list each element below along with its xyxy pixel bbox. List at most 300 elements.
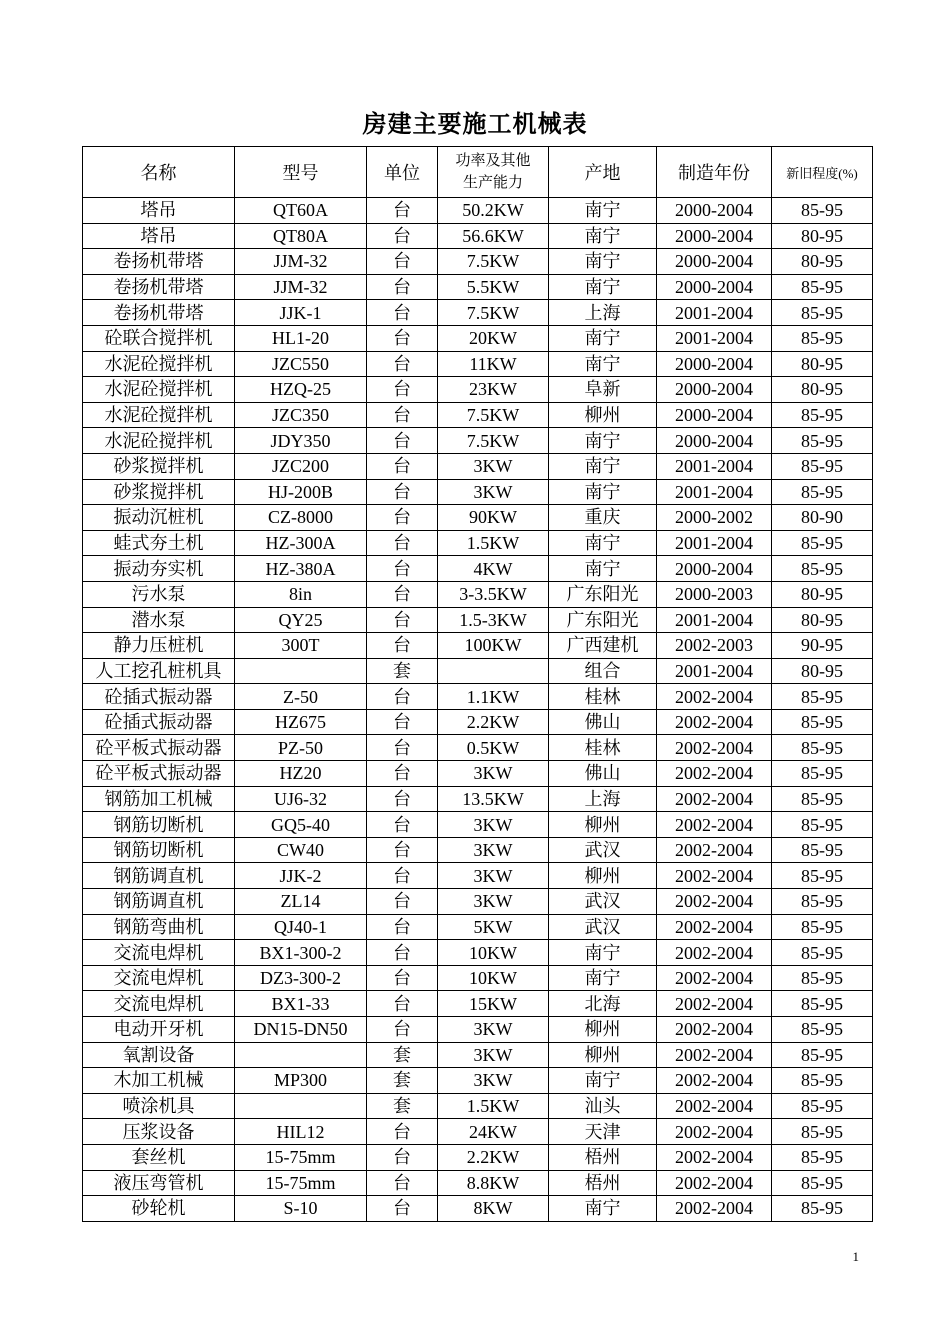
cell-power: 10KW — [438, 940, 549, 966]
cell-model: HZQ-25 — [235, 377, 367, 403]
cell-model: JJK-2 — [235, 863, 367, 889]
cell-origin: 南宁 — [549, 479, 657, 505]
cell-unit: 台 — [367, 249, 438, 275]
cell-condition: 85-95 — [772, 530, 873, 556]
cell-model: QT80A — [235, 223, 367, 249]
cell-name: 电动开牙机 — [83, 1017, 235, 1043]
table-row — [83, 1119, 873, 1145]
cell-origin: 南宁 — [549, 428, 657, 454]
table-row — [83, 607, 873, 633]
cell-origin: 桂林 — [549, 684, 657, 710]
cell-model: QY25 — [235, 607, 367, 633]
cell-model: 8in — [235, 581, 367, 607]
cell-name: 砂轮机 — [83, 1196, 235, 1222]
cell-condition: 85-95 — [772, 1144, 873, 1170]
cell-model: DN15-DN50 — [235, 1017, 367, 1043]
header-origin: 产地 — [549, 147, 657, 198]
cell-origin: 南宁 — [549, 556, 657, 582]
cell-origin: 南宁 — [549, 965, 657, 991]
cell-name: 钢筋加工机械 — [83, 786, 235, 812]
cell-name: 套丝机 — [83, 1144, 235, 1170]
cell-name: 氧割设备 — [83, 1042, 235, 1068]
table-row — [83, 1017, 873, 1043]
cell-name: 振动沉桩机 — [83, 505, 235, 531]
cell-name: 卷扬机带塔 — [83, 274, 235, 300]
cell-unit: 套 — [367, 1068, 438, 1094]
cell-year: 2002-2004 — [657, 735, 772, 761]
cell-year: 2002-2003 — [657, 633, 772, 659]
cell-name: 木加工机械 — [83, 1068, 235, 1094]
cell-year: 2002-2004 — [657, 684, 772, 710]
cell-name: 液压弯管机 — [83, 1170, 235, 1196]
table-row — [83, 300, 873, 326]
cell-year: 2002-2004 — [657, 965, 772, 991]
cell-year: 2000-2002 — [657, 505, 772, 531]
cell-origin: 南宁 — [549, 940, 657, 966]
table-row — [83, 581, 873, 607]
cell-condition: 85-95 — [772, 684, 873, 710]
cell-power: 56.6KW — [438, 223, 549, 249]
cell-name: 交流电焊机 — [83, 991, 235, 1017]
cell-power: 3KW — [438, 761, 549, 787]
table-header — [83, 147, 873, 198]
table-row — [83, 837, 873, 863]
cell-year: 2002-2004 — [657, 709, 772, 735]
cell-origin: 天津 — [549, 1119, 657, 1145]
cell-year: 2001-2004 — [657, 325, 772, 351]
cell-condition: 85-95 — [772, 1017, 873, 1043]
table-row — [83, 377, 873, 403]
cell-origin: 武汉 — [549, 889, 657, 915]
cell-condition: 80-95 — [772, 377, 873, 403]
cell-power: 7.5KW — [438, 300, 549, 326]
cell-unit: 台 — [367, 377, 438, 403]
cell-condition: 80-95 — [772, 607, 873, 633]
cell-condition: 85-95 — [772, 965, 873, 991]
cell-origin: 柳州 — [549, 812, 657, 838]
cell-year: 2002-2004 — [657, 1119, 772, 1145]
cell-year: 2000-2004 — [657, 402, 772, 428]
cell-origin: 南宁 — [549, 351, 657, 377]
cell-name: 水泥砼搅拌机 — [83, 351, 235, 377]
cell-power: 24KW — [438, 1119, 549, 1145]
cell-origin: 南宁 — [549, 198, 657, 224]
cell-year: 2002-2004 — [657, 1042, 772, 1068]
cell-condition: 85-95 — [772, 556, 873, 582]
cell-name: 砼平板式振动器 — [83, 735, 235, 761]
cell-origin: 南宁 — [549, 453, 657, 479]
cell-unit: 台 — [367, 607, 438, 633]
cell-power: 8KW — [438, 1196, 549, 1222]
cell-condition: 85-95 — [772, 1042, 873, 1068]
cell-condition: 85-95 — [772, 889, 873, 915]
cell-origin: 重庆 — [549, 505, 657, 531]
cell-origin: 南宁 — [549, 325, 657, 351]
cell-name: 砂浆搅拌机 — [83, 479, 235, 505]
cell-condition: 85-95 — [772, 735, 873, 761]
cell-model: 15-75mm — [235, 1144, 367, 1170]
cell-year: 2002-2004 — [657, 889, 772, 915]
cell-unit: 台 — [367, 581, 438, 607]
table-row — [83, 684, 873, 710]
table-body — [83, 198, 873, 1222]
cell-name: 钢筋调直机 — [83, 863, 235, 889]
cell-year: 2002-2004 — [657, 1017, 772, 1043]
table-row — [83, 658, 873, 684]
cell-unit: 台 — [367, 633, 438, 659]
cell-model: HZ675 — [235, 709, 367, 735]
cell-condition: 80-95 — [772, 249, 873, 275]
cell-condition: 85-95 — [772, 837, 873, 863]
cell-model: 15-75mm — [235, 1170, 367, 1196]
cell-name: 水泥砼搅拌机 — [83, 428, 235, 454]
machinery-table — [82, 146, 873, 1222]
cell-condition: 80-95 — [772, 658, 873, 684]
cell-model: JZC550 — [235, 351, 367, 377]
cell-condition: 80-90 — [772, 505, 873, 531]
cell-power: 2.2KW — [438, 1144, 549, 1170]
cell-model: CW40 — [235, 837, 367, 863]
table-row — [83, 556, 873, 582]
cell-condition: 85-95 — [772, 1093, 873, 1119]
cell-name: 振动夯实机 — [83, 556, 235, 582]
cell-power — [438, 658, 549, 684]
cell-name: 砼联合搅拌机 — [83, 325, 235, 351]
cell-unit: 台 — [367, 505, 438, 531]
cell-unit: 台 — [367, 198, 438, 224]
cell-unit: 台 — [367, 735, 438, 761]
cell-year: 2002-2004 — [657, 863, 772, 889]
cell-origin: 组合 — [549, 658, 657, 684]
cell-unit: 台 — [367, 453, 438, 479]
cell-condition: 85-95 — [772, 274, 873, 300]
cell-name: 塔吊 — [83, 198, 235, 224]
cell-model: PZ-50 — [235, 735, 367, 761]
cell-origin: 广东阳光 — [549, 607, 657, 633]
cell-name: 人工挖孔桩机具 — [83, 658, 235, 684]
table-row — [83, 812, 873, 838]
cell-name: 交流电焊机 — [83, 940, 235, 966]
cell-year: 2002-2004 — [657, 1170, 772, 1196]
table-row — [83, 889, 873, 915]
header-condition: 新旧程度(%) — [772, 147, 873, 198]
cell-name: 水泥砼搅拌机 — [83, 402, 235, 428]
cell-model: JJM-32 — [235, 249, 367, 275]
cell-unit: 台 — [367, 761, 438, 787]
table-row — [83, 735, 873, 761]
cell-name: 砼插式振动器 — [83, 684, 235, 710]
cell-unit: 台 — [367, 991, 438, 1017]
cell-model: 300T — [235, 633, 367, 659]
cell-origin: 佛山 — [549, 761, 657, 787]
cell-power: 50.2KW — [438, 198, 549, 224]
cell-name: 压浆设备 — [83, 1119, 235, 1145]
cell-power: 100KW — [438, 633, 549, 659]
cell-condition: 85-95 — [772, 325, 873, 351]
cell-origin: 南宁 — [549, 1068, 657, 1094]
cell-unit: 套 — [367, 1042, 438, 1068]
cell-origin: 佛山 — [549, 709, 657, 735]
table-row — [83, 402, 873, 428]
cell-year: 2001-2004 — [657, 479, 772, 505]
cell-unit: 台 — [367, 428, 438, 454]
cell-unit: 台 — [367, 300, 438, 326]
cell-condition: 85-95 — [772, 1068, 873, 1094]
header-power: 功率及其他 生产能力 — [438, 147, 549, 198]
cell-condition: 85-95 — [772, 300, 873, 326]
cell-year: 2000-2003 — [657, 581, 772, 607]
cell-condition: 85-95 — [772, 453, 873, 479]
cell-origin: 南宁 — [549, 530, 657, 556]
page-title: 房建主要施工机械表 — [362, 112, 588, 138]
cell-origin: 阜新 — [549, 377, 657, 403]
page-number: 1 — [852, 1249, 859, 1264]
cell-condition: 85-95 — [772, 761, 873, 787]
cell-unit: 台 — [367, 351, 438, 377]
cell-year: 2001-2004 — [657, 530, 772, 556]
table-row — [83, 479, 873, 505]
cell-name: 交流电焊机 — [83, 965, 235, 991]
cell-power: 1.5KW — [438, 1093, 549, 1119]
table-row — [83, 249, 873, 275]
cell-origin: 南宁 — [549, 1196, 657, 1222]
cell-origin: 南宁 — [549, 274, 657, 300]
header-name: 名称 — [83, 147, 235, 198]
cell-power: 5.5KW — [438, 274, 549, 300]
cell-power: 5KW — [438, 914, 549, 940]
cell-model: DZ3-300-2 — [235, 965, 367, 991]
cell-year: 2002-2004 — [657, 1196, 772, 1222]
cell-power: 3KW — [438, 837, 549, 863]
table-row — [83, 991, 873, 1017]
cell-power: 3-3.5KW — [438, 581, 549, 607]
cell-unit: 台 — [367, 1144, 438, 1170]
cell-model: HZ20 — [235, 761, 367, 787]
table-row — [83, 1093, 873, 1119]
cell-power: 3KW — [438, 812, 549, 838]
cell-condition: 80-95 — [772, 581, 873, 607]
cell-power: 11KW — [438, 351, 549, 377]
cell-year: 2000-2004 — [657, 351, 772, 377]
cell-power: 3KW — [438, 1017, 549, 1043]
cell-condition: 85-95 — [772, 1170, 873, 1196]
table-row — [83, 453, 873, 479]
cell-unit: 台 — [367, 837, 438, 863]
cell-power: 1.1KW — [438, 684, 549, 710]
cell-model: QT60A — [235, 198, 367, 224]
cell-power: 23KW — [438, 377, 549, 403]
cell-condition: 85-95 — [772, 428, 873, 454]
cell-unit: 台 — [367, 940, 438, 966]
cell-condition: 85-95 — [772, 479, 873, 505]
cell-unit: 台 — [367, 812, 438, 838]
cell-model: BX1-300-2 — [235, 940, 367, 966]
cell-power: 3KW — [438, 1042, 549, 1068]
cell-condition: 85-95 — [772, 991, 873, 1017]
cell-origin: 柳州 — [549, 1042, 657, 1068]
cell-condition: 85-95 — [772, 1196, 873, 1222]
cell-power: 7.5KW — [438, 249, 549, 275]
cell-origin: 汕头 — [549, 1093, 657, 1119]
cell-year: 2002-2004 — [657, 1093, 772, 1119]
header-row — [83, 147, 873, 198]
cell-power: 20KW — [438, 325, 549, 351]
cell-origin: 柳州 — [549, 402, 657, 428]
cell-year: 2001-2004 — [657, 658, 772, 684]
cell-unit: 台 — [367, 914, 438, 940]
table-row — [83, 325, 873, 351]
table-row — [83, 965, 873, 991]
cell-model: ZL14 — [235, 889, 367, 915]
cell-unit: 台 — [367, 530, 438, 556]
table-row — [83, 633, 873, 659]
cell-model: JJM-32 — [235, 274, 367, 300]
cell-origin: 广东阳光 — [549, 581, 657, 607]
cell-power: 8.8KW — [438, 1170, 549, 1196]
cell-name: 塔吊 — [83, 223, 235, 249]
cell-year: 2002-2004 — [657, 761, 772, 787]
cell-power: 90KW — [438, 505, 549, 531]
cell-power: 10KW — [438, 965, 549, 991]
header-model: 型号 — [235, 147, 367, 198]
table-row — [83, 914, 873, 940]
cell-condition: 85-95 — [772, 198, 873, 224]
cell-power: 7.5KW — [438, 428, 549, 454]
cell-condition: 80-95 — [772, 351, 873, 377]
cell-condition: 85-95 — [772, 1119, 873, 1145]
cell-model: S-10 — [235, 1196, 367, 1222]
header-unit: 单位 — [367, 147, 438, 198]
cell-origin: 梧州 — [549, 1144, 657, 1170]
cell-name: 静力压桩机 — [83, 633, 235, 659]
cell-year: 2000-2004 — [657, 223, 772, 249]
cell-model: GQ5-40 — [235, 812, 367, 838]
table-row — [83, 1196, 873, 1222]
cell-origin: 南宁 — [549, 249, 657, 275]
cell-origin: 梧州 — [549, 1170, 657, 1196]
cell-year: 2002-2004 — [657, 914, 772, 940]
cell-name: 砼插式振动器 — [83, 709, 235, 735]
cell-origin: 武汉 — [549, 914, 657, 940]
cell-model: Z-50 — [235, 684, 367, 710]
table-row — [83, 709, 873, 735]
cell-model — [235, 658, 367, 684]
cell-unit: 台 — [367, 402, 438, 428]
table-row — [83, 761, 873, 787]
cell-origin: 桂林 — [549, 735, 657, 761]
cell-power: 3KW — [438, 863, 549, 889]
table-row — [83, 351, 873, 377]
table-row — [83, 786, 873, 812]
cell-power: 1.5KW — [438, 530, 549, 556]
cell-unit: 台 — [367, 1017, 438, 1043]
cell-model: JZC200 — [235, 453, 367, 479]
cell-unit: 台 — [367, 965, 438, 991]
cell-year: 2000-2004 — [657, 377, 772, 403]
cell-power: 1.5-3KW — [438, 607, 549, 633]
cell-year: 2001-2004 — [657, 607, 772, 633]
cell-unit: 台 — [367, 223, 438, 249]
cell-name: 砂浆搅拌机 — [83, 453, 235, 479]
cell-condition: 85-95 — [772, 812, 873, 838]
cell-unit: 台 — [367, 786, 438, 812]
table-row — [83, 505, 873, 531]
cell-power: 4KW — [438, 556, 549, 582]
cell-year: 2002-2004 — [657, 1144, 772, 1170]
cell-unit: 套 — [367, 658, 438, 684]
cell-condition: 85-95 — [772, 402, 873, 428]
cell-origin: 武汉 — [549, 837, 657, 863]
cell-model — [235, 1042, 367, 1068]
cell-unit: 台 — [367, 479, 438, 505]
cell-model: QJ40-1 — [235, 914, 367, 940]
cell-condition: 85-95 — [772, 863, 873, 889]
cell-name: 钢筋调直机 — [83, 889, 235, 915]
cell-year: 2002-2004 — [657, 991, 772, 1017]
table-row — [83, 530, 873, 556]
cell-name: 蛙式夯土机 — [83, 530, 235, 556]
cell-model: HZ-380A — [235, 556, 367, 582]
cell-year: 2002-2004 — [657, 786, 772, 812]
cell-origin: 上海 — [549, 300, 657, 326]
cell-origin: 广西建机 — [549, 633, 657, 659]
table-row — [83, 1170, 873, 1196]
header-year: 制造年份 — [657, 147, 772, 198]
table-row — [83, 863, 873, 889]
cell-power: 0.5KW — [438, 735, 549, 761]
cell-year: 2002-2004 — [657, 1068, 772, 1094]
cell-power: 3KW — [438, 1068, 549, 1094]
cell-model: JJK-1 — [235, 300, 367, 326]
cell-model: BX1-33 — [235, 991, 367, 1017]
cell-unit: 台 — [367, 1119, 438, 1145]
cell-name: 钢筋切断机 — [83, 837, 235, 863]
cell-year: 2001-2004 — [657, 300, 772, 326]
cell-model: HZ-300A — [235, 530, 367, 556]
cell-power: 2.2KW — [438, 709, 549, 735]
table-row — [83, 940, 873, 966]
cell-model: CZ-8000 — [235, 505, 367, 531]
cell-year: 2002-2004 — [657, 940, 772, 966]
cell-origin: 柳州 — [549, 1017, 657, 1043]
cell-unit: 台 — [367, 325, 438, 351]
table-row — [83, 1144, 873, 1170]
cell-name: 卷扬机带塔 — [83, 249, 235, 275]
cell-unit: 台 — [367, 709, 438, 735]
cell-year: 2001-2004 — [657, 453, 772, 479]
cell-model: HIL12 — [235, 1119, 367, 1145]
table-row — [83, 1068, 873, 1094]
cell-unit: 台 — [367, 889, 438, 915]
cell-unit: 台 — [367, 274, 438, 300]
cell-name: 钢筋弯曲机 — [83, 914, 235, 940]
cell-name: 潜水泵 — [83, 607, 235, 633]
cell-unit: 台 — [367, 684, 438, 710]
cell-model: JDY350 — [235, 428, 367, 454]
cell-model: HJ-200B — [235, 479, 367, 505]
cell-model: JZC350 — [235, 402, 367, 428]
cell-power: 3KW — [438, 479, 549, 505]
cell-condition: 85-95 — [772, 914, 873, 940]
cell-condition: 80-95 — [772, 223, 873, 249]
cell-year: 2002-2004 — [657, 837, 772, 863]
cell-model: UJ6-32 — [235, 786, 367, 812]
cell-model — [235, 1093, 367, 1119]
cell-origin: 柳州 — [549, 863, 657, 889]
cell-power: 3KW — [438, 889, 549, 915]
cell-condition: 85-95 — [772, 786, 873, 812]
cell-power: 15KW — [438, 991, 549, 1017]
